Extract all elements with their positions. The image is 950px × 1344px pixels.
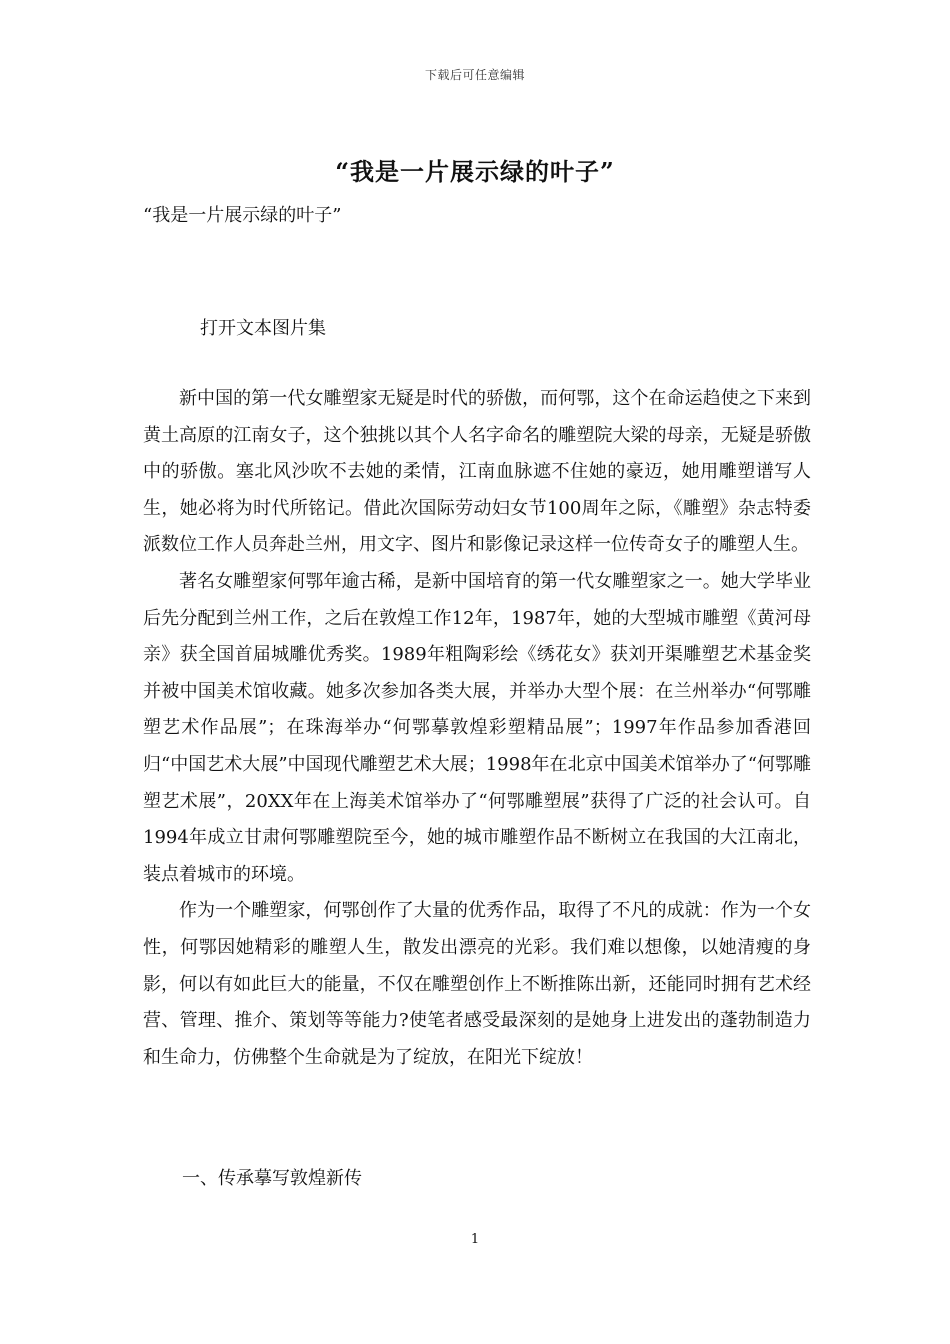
- section-heading: 一、传承摹写敦煌新传: [182, 1168, 362, 1189]
- paragraph: 著名女雕塑家何鄂年逾古稀，是新中国培育的第一代女雕塑家之一。她大学毕业后先分配到兰州工作，之后在敦煌工作12年，1987年，她的大型城市雕塑《黄河母亲》获全国首届城雕优秀奖。1989年粗陶彩绘《绣花女》获刘开渠雕塑艺术基金奖并被中国美术馆收藏。她多次参加各类大展，并举办大型个展：在兰州举办“何鄂雕塑艺术作品展”；在珠海举办“何鄂摹敦煌彩塑精品展”；1997年作品参加香港回归“中国艺术大展”中国现代雕塑艺术大展；1998年在北京中国美术馆举办了“何鄂雕塑艺术展”，20XX年在上海美术馆举办了“何鄂雕塑展”获得了广泛的社会认可。自1994年成立甘肃何鄂雕塑院至今，她的城市雕塑作品不断树立在我国的大江南北，装点着城市的环境。: [143, 570, 811, 885]
- header-note: 下载后可任意编辑: [424, 68, 525, 82]
- paragraph: 新中国的第一代女雕塑家无疑是时代的骄傲，而何鄂，这个在命运趋使之下来到黄土高原的江南女子，这个独挑以其个人名字命名的雕塑院大梁的母亲，无疑是骄傲中的骄傲。塞北风沙吹不去她的柔情，江南血脉遮不住她的豪迈，她用雕塑谱写人生，她必将为时代所铭记。借此次国际劳动妇女节100周年之际，《雕塑》杂志特委派数位工作人员奔赴兰州，用文字、图片和影像记录这样一位传奇女子的雕塑人生。: [143, 388, 811, 556]
- page-number: 1: [470, 1232, 480, 1247]
- article-body: [143, 381, 811, 1076]
- page-title: “我是一片展示绿的叶子”: [335, 157, 615, 186]
- open-gallery-link[interactable]: 打开文本图片集: [200, 318, 326, 339]
- paragraph: 作为一个雕塑家，何鄂创作了大量的优秀作品，取得了不凡的成就：作为一个女性，何鄂因她精彩的雕塑人生，散发出漂亮的光彩。我们难以想像，以她清瘦的身影，何以有如此巨大的能量，不仅在雕塑创作上不断推陈出新，还能同时拥有艺术经营、管理、推介、策划等等能力?使笔者感受最深刻的是她身上进发出的蓬勃制造力和生命力，仿佛整个生命就是为了绽放，在阳光下绽放！: [143, 900, 811, 1068]
- subtitle: “我是一片展示绿的叶子”: [143, 205, 342, 226]
